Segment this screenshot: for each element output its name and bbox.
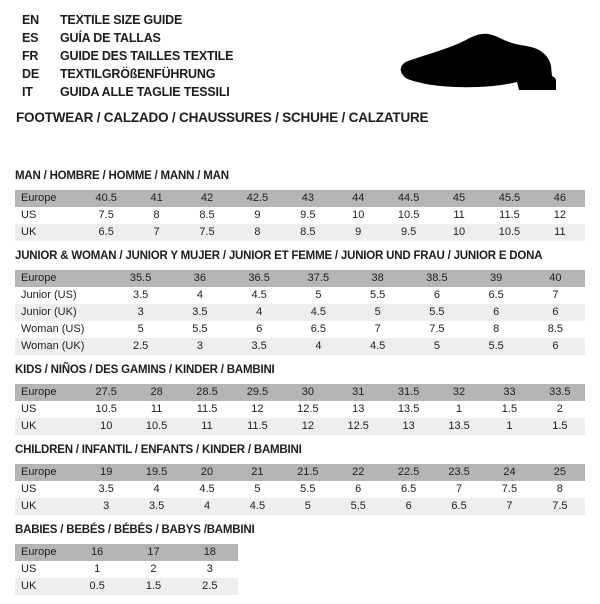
size-table xyxy=(15,464,585,515)
size-value: 29.5 xyxy=(246,386,269,398)
size-value: 3 xyxy=(206,563,213,575)
category-heading: FOOTWEAR / CALZADO / CHAUSSURES / SCHUHE / CALZATURE xyxy=(16,110,429,125)
size-value: 7.5 xyxy=(501,483,518,495)
size-value: 11 xyxy=(201,420,213,432)
section-title: JUNIOR & WOMAN / JUNIOR Y MUJER / JUNIOR ET FEMME / JUNIOR UND FRAU / JUNIOR E DONA xyxy=(15,250,543,262)
size-value: 8 xyxy=(556,483,563,495)
size-value: 31 xyxy=(352,386,365,398)
table-row xyxy=(15,224,585,241)
size-value: 21 xyxy=(251,466,264,478)
size-section xyxy=(15,364,585,435)
size-value: 6.5 xyxy=(488,289,504,301)
size-value: 33 xyxy=(503,386,516,398)
size-value: 5 xyxy=(433,340,440,352)
size-value: 7.5 xyxy=(98,209,114,221)
size-value: 9.5 xyxy=(300,209,316,221)
size-value: 16 xyxy=(91,546,104,558)
row-label: Junior (UK) xyxy=(21,306,77,318)
size-value: 6 xyxy=(552,306,559,318)
language-title-block xyxy=(22,11,233,101)
size-value: 32 xyxy=(452,386,466,398)
size-value: 4 xyxy=(203,500,211,512)
size-value: 1.5 xyxy=(145,580,162,592)
size-value: 3.5 xyxy=(251,340,267,352)
table-row xyxy=(15,287,585,304)
table-row xyxy=(15,270,585,287)
size-value: 10.5 xyxy=(498,226,521,238)
size-value: 13.5 xyxy=(448,420,470,432)
size-value: 25 xyxy=(553,466,566,478)
size-value: 13 xyxy=(402,420,415,432)
size-value: 6 xyxy=(493,306,500,318)
size-value: 22 xyxy=(352,466,365,478)
size-value: 6.5 xyxy=(451,500,467,512)
row-label: Europe xyxy=(21,272,57,284)
size-value: 13 xyxy=(352,403,365,415)
row-label: US xyxy=(21,483,37,495)
size-value: 21.5 xyxy=(297,466,319,478)
size-value: 6 xyxy=(433,289,440,301)
size-value: 8.5 xyxy=(199,209,215,221)
table-row xyxy=(15,464,585,481)
size-table xyxy=(15,384,585,435)
row-label: UK xyxy=(21,580,37,592)
table-row xyxy=(15,304,585,321)
table-row xyxy=(15,384,585,401)
table-row xyxy=(15,498,585,515)
size-value: 8 xyxy=(493,323,500,335)
lang-row-it xyxy=(22,83,233,101)
size-value: 37.5 xyxy=(307,272,330,284)
size-value: 36.5 xyxy=(248,272,270,284)
size-value: 0.5 xyxy=(89,580,105,592)
size-value: 10 xyxy=(352,209,365,221)
size-value: 4.5 xyxy=(249,500,266,512)
size-value: 27.5 xyxy=(95,386,117,398)
size-value: 6.5 xyxy=(98,226,114,238)
size-value: 4 xyxy=(153,483,160,495)
size-value: 45.5 xyxy=(498,192,521,204)
size-value: 5.5 xyxy=(488,340,504,352)
size-value: 5.5 xyxy=(300,483,316,495)
size-value: 40 xyxy=(549,272,562,284)
size-value: 3.5 xyxy=(148,500,165,512)
size-value: 3 xyxy=(196,340,203,352)
row-label: UK xyxy=(21,500,37,512)
size-value: 11.5 xyxy=(247,420,268,432)
size-value: 7 xyxy=(552,289,559,301)
size-value: 4.5 xyxy=(251,289,267,301)
size-value: 5 xyxy=(137,323,144,335)
row-label: Europe xyxy=(21,466,57,478)
table-row xyxy=(15,190,585,207)
size-value: 8.5 xyxy=(300,226,316,238)
size-value: 12 xyxy=(251,403,264,415)
size-value: 7.5 xyxy=(429,323,445,335)
size-value: 5 xyxy=(304,500,311,512)
size-value: 9.5 xyxy=(400,226,417,238)
size-section xyxy=(15,250,585,355)
size-value: 7 xyxy=(455,483,463,495)
table-row xyxy=(15,418,585,435)
size-value: 12 xyxy=(553,209,566,221)
size-tables xyxy=(15,170,585,604)
size-value: 30 xyxy=(301,386,314,398)
size-section xyxy=(15,170,585,241)
size-value: 3.5 xyxy=(132,289,149,301)
size-value: 2 xyxy=(150,563,157,575)
size-value: 28 xyxy=(150,386,163,398)
size-value: 23.5 xyxy=(448,466,470,478)
size-value: 9 xyxy=(355,226,362,238)
row-label: US xyxy=(21,563,37,575)
size-value: 3 xyxy=(103,500,110,512)
section-title: BABIES / BEBÉS / BÉBÉS / BABYS /BAMBINI xyxy=(15,524,255,536)
size-value: 10.5 xyxy=(95,403,117,415)
size-value: 28.5 xyxy=(196,386,218,398)
size-value: 5 xyxy=(374,306,381,318)
size-value: 7.5 xyxy=(552,500,568,512)
size-value: 18 xyxy=(203,546,216,558)
size-value: 5 xyxy=(254,483,261,495)
lang-code: FR xyxy=(22,49,39,63)
lang-label: GUIDA ALLE TAGLIE TESSILI xyxy=(60,85,230,99)
size-value: 10.5 xyxy=(145,420,168,432)
size-value: 5.5 xyxy=(429,306,445,318)
row-label: UK xyxy=(21,226,37,238)
size-value: 33.5 xyxy=(549,386,571,398)
size-value: 2.5 xyxy=(132,340,149,352)
table-row xyxy=(15,338,585,355)
size-value: 13.5 xyxy=(397,403,420,415)
size-value: 1 xyxy=(455,403,463,415)
table-row xyxy=(15,544,238,561)
size-value: 7 xyxy=(506,500,513,512)
size-value: 43 xyxy=(301,192,314,204)
table-row xyxy=(15,321,585,338)
lang-row-es xyxy=(22,29,233,47)
size-value: 19.5 xyxy=(145,466,168,478)
size-value: 11 xyxy=(150,403,163,415)
size-value: 6 xyxy=(552,340,559,352)
size-value: 22.5 xyxy=(397,466,420,478)
size-value: 1 xyxy=(94,563,101,575)
size-value: 1.5 xyxy=(501,403,518,415)
table-row xyxy=(15,401,585,418)
lang-row-en xyxy=(22,11,233,29)
size-value: 19 xyxy=(100,466,113,478)
size-value: 12 xyxy=(301,420,314,432)
row-label: Europe xyxy=(21,386,57,398)
size-value: 10 xyxy=(452,226,466,238)
row-label: US xyxy=(21,209,37,221)
size-value: 7 xyxy=(153,226,160,238)
size-value: 4.5 xyxy=(310,306,327,318)
size-value: 41 xyxy=(150,192,163,204)
size-value: 4 xyxy=(256,306,263,318)
lang-label: GUÍA DE TALLAS xyxy=(60,31,161,45)
size-value: 11.5 xyxy=(499,209,520,221)
size-value: 4 xyxy=(315,340,322,352)
size-value: 12.5 xyxy=(347,420,369,432)
size-section xyxy=(15,444,585,515)
lang-code: DE xyxy=(22,67,39,81)
size-value: 35.5 xyxy=(129,272,152,284)
row-label: Europe xyxy=(21,546,57,558)
size-value: 10.5 xyxy=(397,209,420,221)
size-value: 4 xyxy=(196,289,203,301)
size-value: 5.5 xyxy=(192,323,208,335)
size-value: 11 xyxy=(554,226,566,238)
size-value: 4.5 xyxy=(199,483,215,495)
size-value: 5 xyxy=(315,289,322,301)
size-value: 2.5 xyxy=(202,580,218,592)
size-value: 2 xyxy=(556,403,563,415)
lang-code: IT xyxy=(22,85,33,99)
size-value: 24 xyxy=(503,466,516,478)
size-value: 6.5 xyxy=(310,323,327,335)
size-value: 7.5 xyxy=(199,226,215,238)
size-value: 6.5 xyxy=(400,483,417,495)
size-value: 5.5 xyxy=(369,289,386,301)
table-row xyxy=(15,207,585,224)
size-value: 8.5 xyxy=(547,323,564,335)
row-label: US xyxy=(21,403,37,415)
size-table xyxy=(15,270,585,355)
size-value: 42.5 xyxy=(246,192,269,204)
size-value: 44 xyxy=(352,192,365,204)
section-title: KIDS / NIÑOS / DES GAMINS / KINDER / BAMBINI xyxy=(15,364,275,376)
size-value: 3.5 xyxy=(192,306,208,318)
size-value: 44.5 xyxy=(397,192,420,204)
size-value: 8 xyxy=(254,226,261,238)
section-title: MAN / HOMBRE / HOMME / MANN / MAN xyxy=(15,170,229,182)
table-row xyxy=(15,578,238,595)
size-value: 40.5 xyxy=(95,192,117,204)
size-value: 17 xyxy=(147,546,160,558)
size-value: 10 xyxy=(100,420,113,432)
size-value: 12.5 xyxy=(297,403,319,415)
lang-code: EN xyxy=(22,13,39,27)
row-label: Woman (US) xyxy=(21,323,85,335)
size-value: 20 xyxy=(200,466,214,478)
size-value: 9 xyxy=(254,209,261,221)
size-value: 11 xyxy=(453,209,465,221)
row-label: Junior (US) xyxy=(21,289,77,301)
size-value: 38.5 xyxy=(426,272,448,284)
size-table xyxy=(15,544,238,595)
size-value: 1.5 xyxy=(552,420,568,432)
lang-label: TEXTILE SIZE GUIDE xyxy=(60,13,183,27)
size-value: 46 xyxy=(553,192,566,204)
size-section xyxy=(15,524,585,595)
table-row xyxy=(15,481,585,498)
row-label: Europe xyxy=(21,192,57,204)
table-row xyxy=(15,561,238,578)
size-value: 36 xyxy=(193,272,206,284)
lang-label: GUIDE DES TAILLES TEXTILE xyxy=(60,49,234,63)
size-value: 6 xyxy=(405,500,412,512)
size-value: 38 xyxy=(371,272,384,284)
lang-code: ES xyxy=(22,31,39,45)
size-value: 3 xyxy=(137,306,144,318)
dress-shoe-icon xyxy=(398,33,572,99)
size-value: 6 xyxy=(355,483,362,495)
lang-row-de xyxy=(22,65,233,83)
size-value: 31.5 xyxy=(397,386,420,398)
size-table xyxy=(15,190,585,241)
size-value: 39 xyxy=(490,272,503,284)
size-value: 8 xyxy=(153,209,160,221)
row-label: Woman (UK) xyxy=(21,340,85,352)
size-value: 3.5 xyxy=(98,483,114,495)
section-title: CHILDREN / INFANTIL / ENFANTS / KINDER / BAMBINI xyxy=(15,444,302,456)
lang-label: TEXTILGRÖßENFÜHRUNG xyxy=(60,67,216,81)
size-value: 4.5 xyxy=(369,340,386,352)
lang-row-fr xyxy=(22,47,233,65)
size-value: 6 xyxy=(256,323,263,335)
size-value: 1 xyxy=(506,420,513,432)
size-value: 5.5 xyxy=(350,500,366,512)
row-label: UK xyxy=(21,420,37,432)
size-value: 42 xyxy=(200,192,214,204)
size-value: 11.5 xyxy=(196,403,218,415)
size-value: 45 xyxy=(452,192,466,204)
size-value: 7 xyxy=(374,323,381,335)
